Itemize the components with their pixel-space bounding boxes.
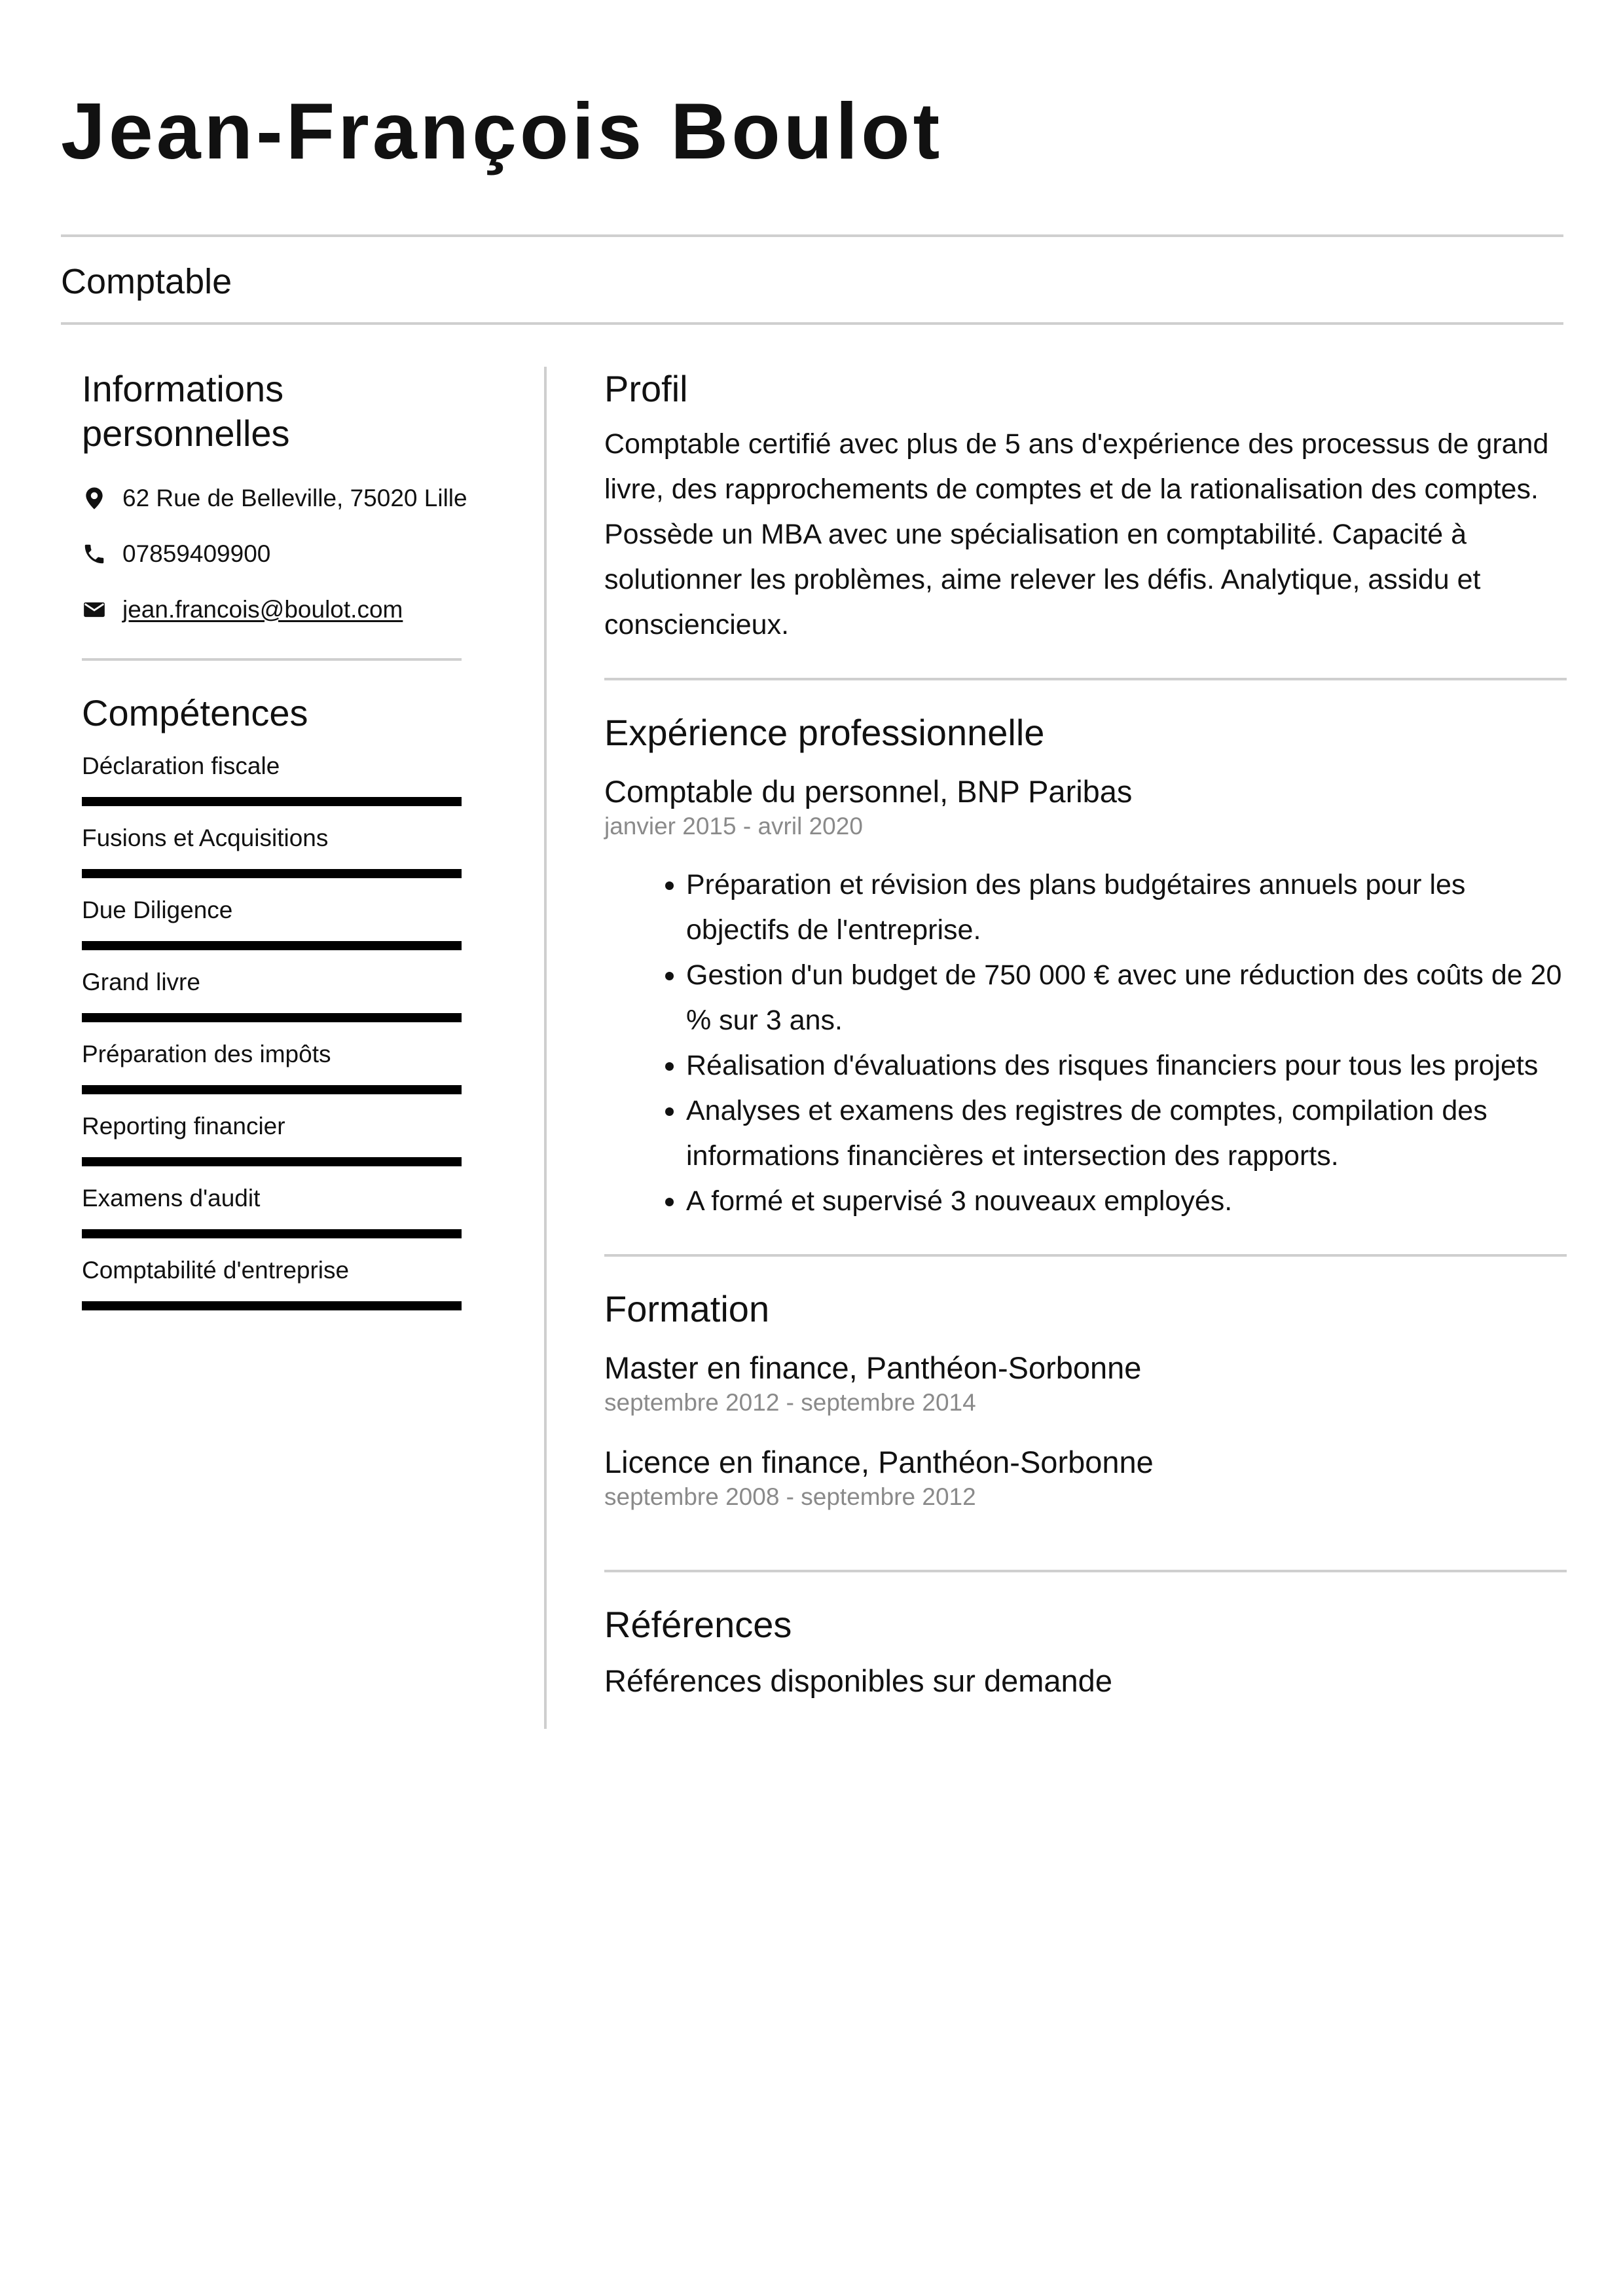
skill-item xyxy=(82,822,462,894)
skill-name: Reporting financier xyxy=(82,1113,285,1139)
skill-level-bar xyxy=(82,1085,462,1094)
skill-name: Comptabilité d'entreprise xyxy=(82,1257,350,1284)
skill-level-fill xyxy=(82,797,462,806)
list-item: • Gestion d'un budget de 750 000 € avec une réduction des coûts de 20 % sur 3 ans. xyxy=(686,953,1563,1043)
list-item: • Réalisation d'évaluations des risques financiers pour tous les projets xyxy=(686,1043,1563,1088)
experience-divider xyxy=(604,1254,1567,1257)
address-text: 62 Rue de Belleville, 75020 Lille xyxy=(122,484,467,511)
skill-item xyxy=(82,1038,462,1110)
experience-heading: Expérience professionnelle xyxy=(604,712,1045,753)
skill-level-bar xyxy=(82,1229,462,1238)
skill-level-fill xyxy=(82,869,462,878)
education-entry xyxy=(604,1443,1563,1512)
degree-title: Master en finance, Panthéon-Sorbonne xyxy=(604,1350,1142,1385)
degree-dates: septembre 2012 - septembre 2014 xyxy=(604,1389,976,1416)
profile-section xyxy=(604,367,1563,648)
skill-level-bar xyxy=(82,941,462,950)
degree-dates: septembre 2008 - septembre 2012 xyxy=(604,1483,976,1510)
skills-section xyxy=(82,691,462,1326)
email-link[interactable]: jean.francois@boulot.com xyxy=(122,595,403,623)
phone-icon xyxy=(82,542,107,566)
phone-text: 07859409900 xyxy=(122,540,271,567)
skill-name: Due Diligence xyxy=(82,897,233,923)
job-title: Comptable xyxy=(61,262,232,301)
contact-address xyxy=(82,470,467,526)
job-bullets xyxy=(604,862,1563,1224)
education-divider xyxy=(604,1570,1567,1572)
contact-email xyxy=(82,582,462,637)
education-section xyxy=(604,1287,1563,1512)
skill-level-bar xyxy=(82,1157,462,1166)
skill-item xyxy=(82,750,462,822)
contact-phone xyxy=(82,526,462,582)
skill-item xyxy=(82,1182,462,1254)
education-heading: Formation xyxy=(604,1288,770,1329)
candidate-name: Jean-François Boulot xyxy=(61,86,943,176)
skill-level-bar xyxy=(82,1301,462,1310)
skill-level-fill xyxy=(82,1085,462,1094)
skill-name: Examens d'audit xyxy=(82,1185,261,1212)
job-entry xyxy=(604,772,1563,1224)
skill-level-fill xyxy=(82,1229,462,1238)
skills-heading: Compétences xyxy=(82,692,308,733)
references-text: Références disponibles sur demande xyxy=(604,1663,1112,1698)
personal-info-heading: Informations personnelles xyxy=(82,368,290,454)
skill-level-bar xyxy=(82,1013,462,1022)
experience-section xyxy=(604,711,1563,1224)
left-divider xyxy=(82,658,462,661)
list-item: • Analyses et examens des registres de comptes, compilation des informations financières et intersection des rapports. xyxy=(686,1088,1563,1179)
skill-name: Déclaration fiscale xyxy=(82,752,280,779)
header-divider-top xyxy=(61,234,1563,237)
header-divider-bottom xyxy=(61,322,1563,325)
skill-level-fill xyxy=(82,1013,462,1022)
profile-heading: Profil xyxy=(604,368,688,409)
skill-name: Grand livre xyxy=(82,969,200,995)
skill-item xyxy=(82,894,462,966)
left-column xyxy=(82,367,467,1326)
skill-item xyxy=(82,966,462,1038)
skill-name: Fusions et Acquisitions xyxy=(82,824,329,851)
list-item: • A formé et supervisé 3 nouveaux employés. xyxy=(686,1179,1563,1224)
list-item: • Préparation et révision des plans budgétaires annuels pour les objectifs de l'entreprise. xyxy=(686,862,1563,953)
skill-item xyxy=(82,1254,462,1326)
references-section xyxy=(604,1602,1563,1701)
skills-list xyxy=(82,750,462,1326)
contact-list xyxy=(82,470,467,637)
skill-level-fill xyxy=(82,1157,462,1166)
personal-info-section xyxy=(82,367,467,637)
right-column xyxy=(604,367,1563,1701)
profile-text: Comptable certifié avec plus de 5 ans d'expérience des processus de grand livre, des rapprochements de comptes et de la rationalisation des comptes. Possède un MBA avec une spécialisation en comptabilité. Capacité à solutionner les problèmes, aime relever les défis. Analytique, assidu et consciencieux. xyxy=(604,428,1549,640)
profile-divider xyxy=(604,678,1567,680)
skill-level-fill xyxy=(82,1301,462,1310)
skill-level-fill xyxy=(82,941,462,950)
references-heading: Références xyxy=(604,1604,792,1645)
envelope-icon xyxy=(82,597,107,622)
map-pin-icon xyxy=(82,486,107,511)
job-title-company: Comptable du personnel, BNP Paribas xyxy=(604,774,1133,809)
skill-level-bar xyxy=(82,869,462,878)
skill-level-bar xyxy=(82,797,462,806)
job-dates: janvier 2015 - avril 2020 xyxy=(604,813,863,840)
education-entry xyxy=(604,1348,1563,1418)
skill-item xyxy=(82,1110,462,1182)
degree-title: Licence en finance, Panthéon-Sorbonne xyxy=(604,1445,1154,1479)
skill-name: Préparation des impôts xyxy=(82,1041,331,1067)
column-divider xyxy=(544,367,547,1729)
